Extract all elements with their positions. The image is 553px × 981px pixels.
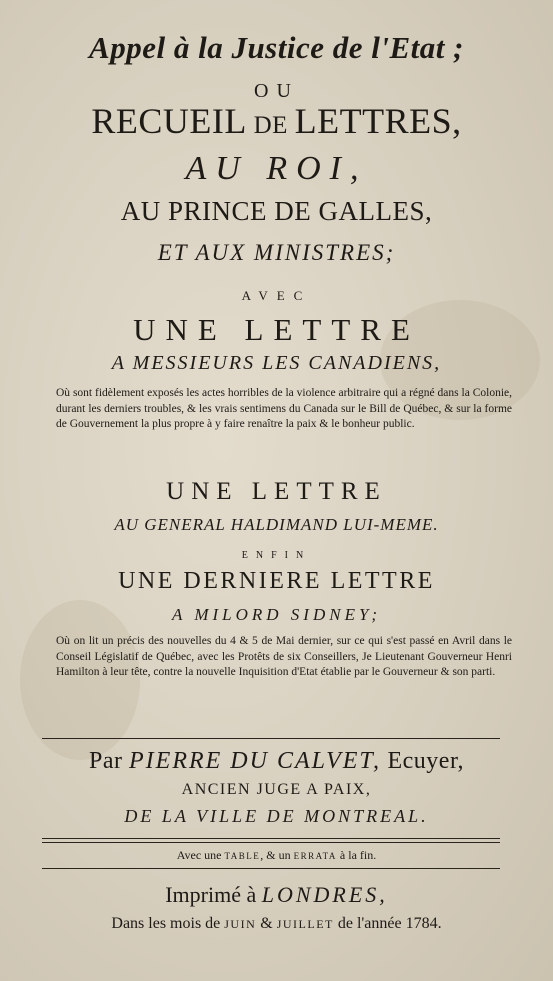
messieurs-heading: A MESSIEURS LES CANADIENS, [111, 352, 442, 374]
au-roi-heading: AU ROI, [185, 150, 368, 187]
ou-conjunction: OU [254, 80, 299, 102]
lettres-word: LETTRES, [294, 101, 462, 141]
enfin-word: ENFIN [241, 550, 312, 561]
imprime-word: Imprimé à [165, 882, 262, 907]
divider-rule [42, 738, 500, 739]
une-lettre-heading: UNE LETTRE [133, 312, 420, 347]
divider-rule-lower [42, 868, 500, 869]
date-year-text: de l'année 1784. [333, 915, 442, 932]
month-juillet: JUILLET [276, 917, 334, 931]
sidney-heading: A MILORD SIDNEY; [172, 605, 381, 624]
prince-heading: AU PRINCE DE GALLES, [120, 196, 433, 226]
date-line [0, 915, 553, 933]
date-text-a: Dans les mois de [111, 915, 225, 932]
table-word: TABLE [224, 851, 261, 861]
table-text-c: , & un [260, 848, 294, 862]
author-name: PIERRE DU CALVET, [129, 748, 381, 774]
table-errata-line [0, 848, 553, 863]
author-title: Ecuyer, [380, 748, 464, 774]
par-word: Par [89, 748, 130, 774]
ministres-heading: ET AUX MINISTRES; [157, 240, 396, 265]
de-word: DE [246, 112, 295, 139]
recueil-heading [0, 100, 553, 142]
table-text-a: Avec une [176, 848, 225, 862]
recueil-word: RECUEIL [91, 101, 247, 141]
ville-line: DE LA VILLE DE MONTREAL. [124, 806, 429, 826]
divider-rule-bottom [42, 842, 500, 843]
derniere-lettre-heading: UNE DERNIERE LETTRE [118, 568, 435, 594]
imprint-line [0, 882, 553, 908]
precis-paragraph: Où on lit un précis des nouvelles du 4 & 5 de Mai dernier, sur ce qui s'est passé en Avril dans le Conseil Législatif de Québec, avec les Protêts de six Conseillers, Je Lieutenant Gouverneur Henri Hamilton à leur tête, contre la nouvelle Inquisition d'Etat établie par le Gouverneur & son parti. [56, 635, 512, 678]
date-text-c: & [256, 915, 277, 932]
table-text-e: à la fin. [336, 848, 377, 862]
main-title: Appel à la Justice de l'Etat ; [89, 30, 464, 65]
author-line [0, 748, 553, 775]
divider-rule-top [42, 838, 500, 839]
month-juin: JUIN [224, 917, 257, 931]
haldimand-heading: AU GENERAL HALDIMAND LUI-MEME. [114, 515, 439, 534]
ancien-juge-line: ANCIEN JUGE A PAIX, [181, 781, 372, 798]
avec-word: AVEC [241, 288, 312, 303]
description-paragraph: Où sont fidèlement exposés les actes horribles de la violence arbitraire qui a régné dans la Colonie, durant les derniers troubles, & les vrais sentimens du Canada sur le Bill de Québec, & sur la forme de Gouvernement la plus propre à y faire renaître la paix & le bonheur public. [56, 387, 512, 430]
errata-word: ERRATA [293, 851, 337, 861]
une-lettre-heading-2: UNE LETTRE [166, 478, 387, 505]
imprint-city: LONDRES, [261, 882, 388, 907]
